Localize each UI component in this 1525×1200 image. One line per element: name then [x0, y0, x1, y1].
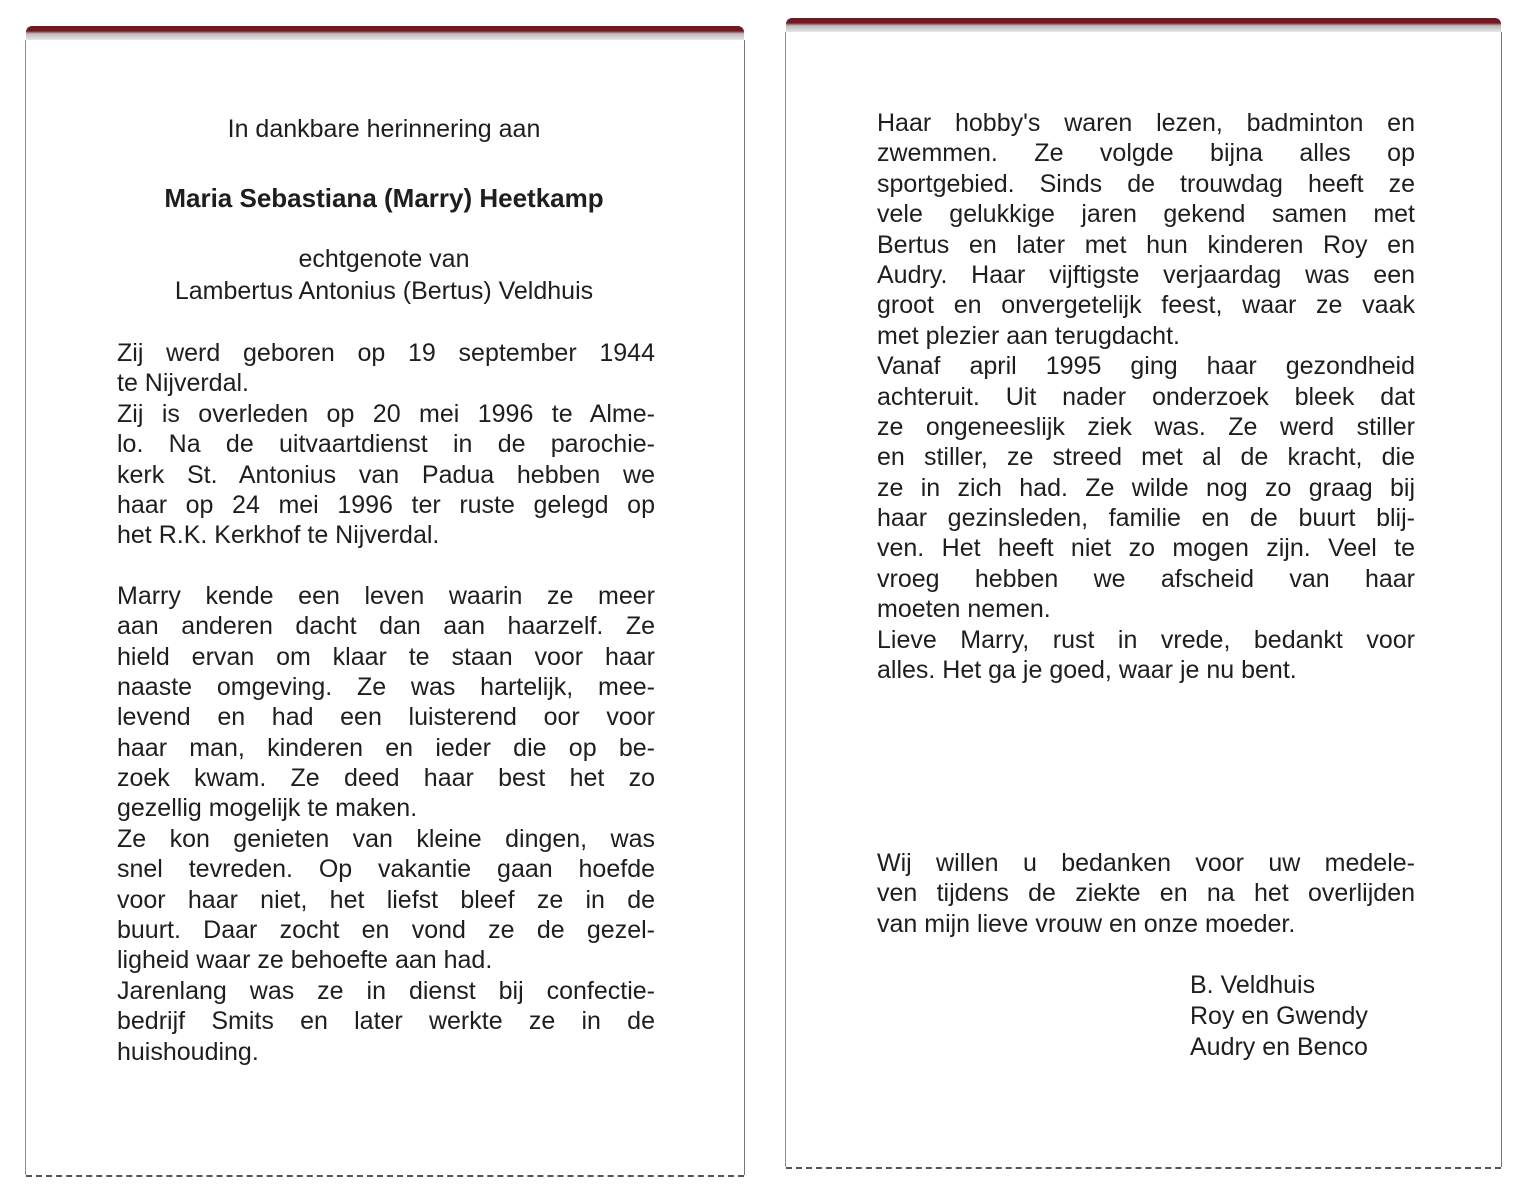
paragraph [117, 976, 655, 1067]
card-top-edge [786, 18, 1501, 32]
text-line: ven tijdens de ziekte en na het overlijden [877, 879, 1415, 908]
card-top-edge [26, 26, 744, 40]
signatures [1190, 970, 1368, 1063]
signature-line: B. Veldhuis [1190, 971, 1316, 999]
text-line: kerk St. Antonius van Padua hebben we [117, 460, 655, 489]
left-biography [117, 338, 655, 1067]
paragraph [117, 399, 655, 551]
text-line: van mijn lieve vrouw en onze moeder. [877, 909, 1296, 938]
text-line: hield ervan om klaar te staan voor haar [117, 642, 655, 671]
paragraph [877, 625, 1415, 686]
text-line: Zij werd geboren op 19 september 1944 [117, 339, 655, 367]
text-line: ze ongeneeslijk ziek was. Ze werd stiller [877, 412, 1415, 441]
paragraph [877, 108, 1415, 351]
text-line: Jarenlang was ze in dienst bij confectie- [117, 976, 655, 1005]
text-line: Bertus en later met hun kinderen Roy en [877, 230, 1415, 259]
text-line: zwemmen. Ze volgde bijna alles op [877, 139, 1415, 168]
text-line: ligheid waar ze behoefte aan had. [117, 946, 493, 975]
text-line: ze in zich had. Ze wilde nog zo graag bij [877, 473, 1415, 502]
text-line: sportgebied. Sinds de trouwdag heeft ze [877, 169, 1415, 198]
text-line: huishouding. [117, 1037, 259, 1066]
text-line: Haar hobby's waren lezen, badminton en [877, 109, 1415, 137]
text-line: te Nijverdal. [117, 369, 249, 398]
paragraph [117, 338, 655, 399]
text-line: levend en had een luisterend oor voor [117, 703, 655, 732]
text-line: lo. Na de uitvaartdienst in de parochie- [117, 430, 655, 459]
text-line: naaste omgeving. Ze was hartelijk, mee- [117, 672, 655, 701]
text-line: Vanaf april 1995 ging haar gezondheid [877, 352, 1415, 381]
text-line: vele gelukkige jaren gekend samen met [877, 200, 1415, 229]
text-line: Ze kon genieten van kleine dingen, was [117, 824, 655, 853]
text-line: buurt. Daar zocht en vond ze de gezel- [117, 916, 655, 945]
text-line: gezellig mogelijk te maken. [117, 794, 418, 823]
text-line: vroeg hebben we afscheid van haar [877, 564, 1415, 593]
card-bottom-edge [786, 1167, 1501, 1169]
paragraph [117, 824, 655, 976]
paragraph [877, 848, 1415, 939]
text-line: bedrijf Smits en later werkte ze in de [117, 1007, 655, 1036]
paragraph [117, 581, 655, 824]
paragraph [877, 351, 1415, 625]
intro-text: In dankbare herinnering aan [227, 115, 541, 143]
deceased-name: Maria Sebastiana (Marry) Heetkamp [164, 183, 604, 213]
text-line: haar op 24 mei 1996 ter ruste gelegd op [117, 490, 655, 519]
text-line: haar gezinsleden, familie en de buurt blij- [877, 504, 1415, 533]
spouse-label: echtgenote van [298, 245, 470, 273]
text-line: haar man, kinderen en ieder die op be- [117, 733, 655, 762]
text-line: snel tevreden. Op vakantie gaan hoefde [117, 855, 655, 884]
text-line: voor haar niet, het liefst bleef ze in de [117, 885, 655, 914]
text-line: Audry. Haar vijftigste verjaardag was een [877, 260, 1415, 289]
text-line: moeten nemen. [877, 595, 1051, 624]
text-line: en stiller, ze streed met al de kracht, die [877, 443, 1415, 472]
text-line: groot en onvergetelijk feest, waar ze vaak [877, 291, 1415, 320]
thanks-message [877, 848, 1415, 939]
signature-line: Audry en Benco [1190, 1033, 1368, 1061]
text-line: zoek kwam. Ze deed haar best het zo [117, 764, 655, 793]
text-line: Wij willen u bedanken voor uw medele- [877, 849, 1415, 877]
text-line: achteruit. Uit nader onderzoek bleek dat [877, 382, 1415, 411]
text-line: Lieve Marry, rust in vrede, bedankt voor [877, 625, 1415, 654]
right-biography [877, 108, 1415, 685]
text-line: met plezier aan terugdacht. [877, 321, 1180, 350]
text-line: het R.K. Kerkhof te Nijverdal. [117, 521, 440, 550]
text-line: Zij is overleden op 20 mei 1996 te Alme- [117, 399, 655, 428]
text-line: aan anderen dacht dan aan haarzelf. Ze [117, 612, 655, 641]
text-line: alles. Het ga je goed, waar je nu bent. [877, 656, 1297, 685]
card-bottom-edge [26, 1175, 744, 1177]
text-line: ven. Het heeft niet zo mogen zijn. Veel te [877, 534, 1415, 563]
spouse-name: Lambertus Antonius (Bertus) Veldhuis [174, 277, 594, 305]
text-line: Marry kende een leven waarin ze meer [117, 581, 655, 610]
signature-line: Roy en Gwendy [1190, 1002, 1368, 1030]
